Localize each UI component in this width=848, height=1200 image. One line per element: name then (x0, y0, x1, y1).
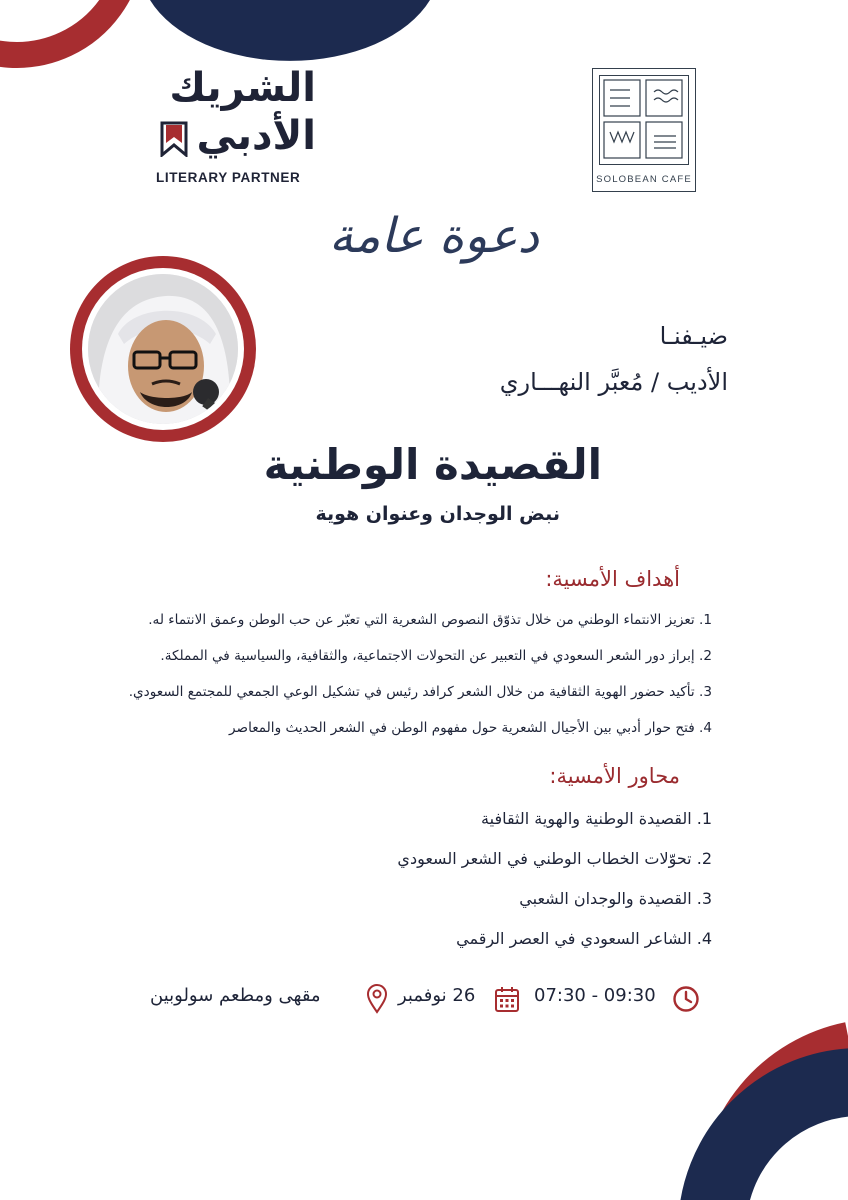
top-navy-arc (150, 0, 430, 61)
goals-title: أهداف الأمسية: (545, 567, 680, 591)
solobean-logo-mark (599, 75, 689, 165)
event-venue: مقهى ومطعم سولوبين (150, 985, 321, 1006)
top-left-red-arc (0, 0, 130, 55)
event-time: 07:30 - 09:30 (534, 985, 656, 1006)
literary-partner-ar-line2: الأدبي (196, 113, 316, 159)
axes-list (112, 808, 712, 968)
list-item: 1. تعزيز الانتماء الوطني من خلال تذوّق النصوص الشعرية التي تعبّر عن حب الوطن وعمق الانتماء له. (148, 612, 712, 628)
axes-title: محاور الأمسية: (549, 764, 680, 788)
location-pin-icon (366, 984, 388, 1014)
literary-partner-en: LITERARY PARTNER (156, 170, 301, 185)
solobean-cafe-name: SOLOBEAN CAFE (596, 174, 692, 185)
list-item: 2. تحوّلات الخطاب الوطني في الشعر السعودي (397, 849, 712, 868)
calendar-icon (494, 985, 520, 1013)
list-item: 4. الشاعر السعودي في العصر الرقمي (456, 929, 712, 948)
speaker-portrait-icon (88, 274, 238, 424)
goals-list (12, 610, 712, 754)
list-item: 2. إبراز دور الشعر السعودي في التعبير عن التحولات الاجتماعية، والثقافية، والسياسية في المملكة. (160, 648, 712, 664)
solobean-pattern-icon (600, 76, 688, 164)
public-invitation-title: دعوة عامة (329, 208, 539, 264)
list-item: 1. القصيدة الوطنية والهوية الثقافية (481, 809, 712, 828)
literary-partner-ar-line1: الشريك (169, 65, 316, 111)
event-subtitle: نبض الوجدان وعنوان هوية (315, 503, 560, 525)
list-item: 3. تأكيد حضور الهوية الثقافية من خلال الشعر كرافد رئيس في تشكيل الوعي الجمعي للمجتمع السعودي. (128, 684, 712, 700)
solobean-logo (592, 68, 696, 192)
event-date: 26 نوفمبر (398, 985, 476, 1006)
list-item: 4. فتح حوار أدبي بين الأجيال الشعرية حول مفهوم الوطن في الشعر الحديث والمعاصر (229, 720, 712, 736)
list-item: 3. القصيدة والوجدان الشعبي (519, 889, 712, 908)
speaker-photo (88, 274, 238, 424)
event-title: القصيدة الوطنية (263, 440, 602, 489)
speaker-photo-frame (70, 256, 256, 442)
clock-icon (672, 985, 700, 1013)
bookmark-icon (160, 121, 188, 157)
guest-label: ضيـفنـا (659, 322, 728, 350)
guest-name: الأديب / مُعبَّر النهـــاري (499, 368, 728, 396)
